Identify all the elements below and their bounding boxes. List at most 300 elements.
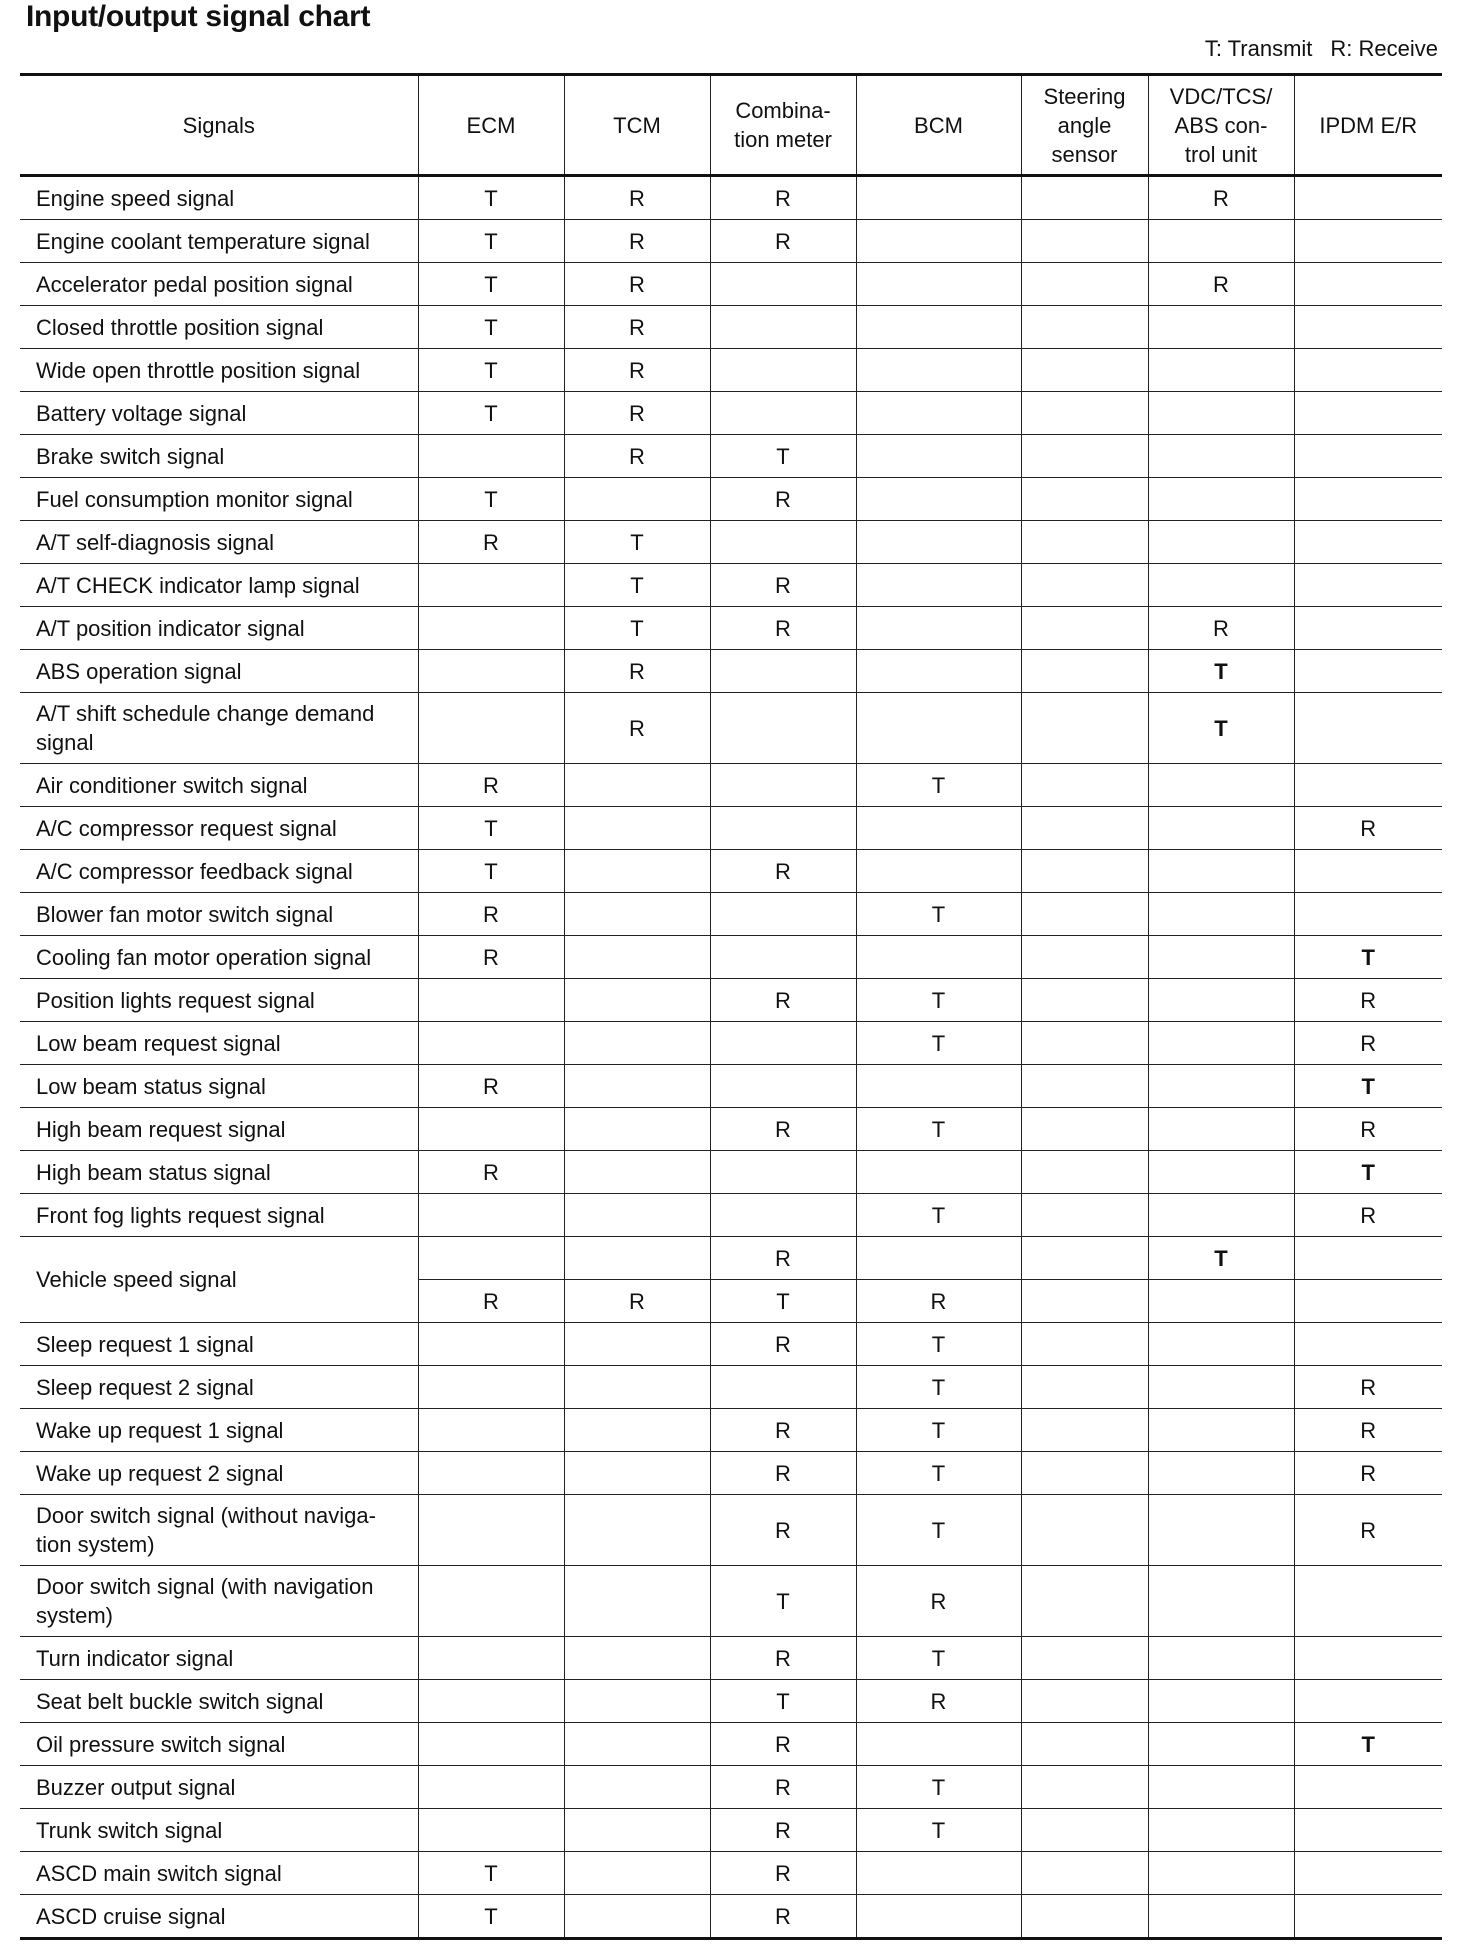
- table-row: [20, 1022, 1442, 1065]
- signal-cell: T: [418, 478, 564, 521]
- signal-cell: [1148, 220, 1294, 263]
- signal-cell: [856, 607, 1021, 650]
- signal-cell: [710, 893, 856, 936]
- signal-cell: R: [418, 1065, 564, 1108]
- signal-name: A/T CHECK indicator lamp signal: [20, 564, 418, 607]
- signal-cell: [1021, 1194, 1148, 1237]
- signal-cell: [856, 1852, 1021, 1895]
- signal-cell: [564, 979, 710, 1022]
- signal-cell: [418, 1495, 564, 1566]
- signal-name: Wake up request 1 signal: [20, 1409, 418, 1452]
- signal-cell: [564, 1766, 710, 1809]
- signal-cell: T: [1294, 1065, 1442, 1108]
- signal-cell: [1021, 1280, 1148, 1323]
- column-header-2: TCM: [564, 75, 710, 176]
- signal-cell: [1294, 435, 1442, 478]
- signal-cell: [1148, 850, 1294, 893]
- signal-cell: [564, 1237, 710, 1280]
- signal-cell: R: [418, 764, 564, 807]
- signal-cell: [564, 1637, 710, 1680]
- signal-cell: [1021, 1108, 1148, 1151]
- signal-cell: R: [710, 607, 856, 650]
- signal-cell: [1148, 435, 1294, 478]
- signal-cell: T: [564, 521, 710, 564]
- signal-cell: [1021, 1637, 1148, 1680]
- signal-cell: R: [1294, 1108, 1442, 1151]
- signal-cell: [856, 693, 1021, 764]
- table-row: [20, 1065, 1442, 1108]
- signal-chart-table: [20, 73, 1442, 1940]
- table-row: [20, 979, 1442, 1022]
- table-row: [20, 807, 1442, 850]
- signal-cell: [1021, 979, 1148, 1022]
- signal-cell: [1148, 936, 1294, 979]
- table-row: [20, 893, 1442, 936]
- signal-cell: [1148, 893, 1294, 936]
- signal-cell: T: [710, 1680, 856, 1723]
- signal-cell: T: [856, 1022, 1021, 1065]
- signal-cell: [710, 306, 856, 349]
- signal-cell: T: [564, 564, 710, 607]
- column-header-4: BCM: [856, 75, 1021, 176]
- signal-cell: T: [856, 764, 1021, 807]
- signal-cell: [710, 1151, 856, 1194]
- signal-cell: [418, 1366, 564, 1409]
- signal-cell: R: [710, 1895, 856, 1939]
- legend: [1205, 36, 1438, 62]
- signal-cell: [1148, 349, 1294, 392]
- signal-cell: [1148, 1194, 1294, 1237]
- signal-cell: [1148, 306, 1294, 349]
- signal-cell: [1294, 693, 1442, 764]
- signal-name: Turn indicator signal: [20, 1637, 418, 1680]
- signal-cell: [710, 1022, 856, 1065]
- table-row: [20, 176, 1442, 220]
- table-row: [20, 263, 1442, 306]
- table-row: [20, 693, 1442, 764]
- signal-cell: [564, 764, 710, 807]
- table-row: [20, 1680, 1442, 1723]
- signal-cell: [1148, 1065, 1294, 1108]
- signal-cell: [856, 1065, 1021, 1108]
- signal-name: A/T position indicator signal: [20, 607, 418, 650]
- signal-cell: [710, 349, 856, 392]
- signal-cell: [710, 263, 856, 306]
- signal-cell: [1148, 1151, 1294, 1194]
- signal-cell: T: [564, 607, 710, 650]
- signal-cell: [710, 1065, 856, 1108]
- signal-cell: [1021, 1495, 1148, 1566]
- signal-cell: [1294, 1280, 1442, 1323]
- signal-cell: [710, 1366, 856, 1409]
- table-row: [20, 1637, 1442, 1680]
- signal-cell: R: [564, 650, 710, 693]
- signal-cell: [856, 521, 1021, 564]
- signal-cell: [1021, 521, 1148, 564]
- signal-cell: [1294, 478, 1442, 521]
- table-row: [20, 435, 1442, 478]
- signal-cell: [1148, 1809, 1294, 1852]
- signal-cell: [564, 936, 710, 979]
- table-row: [20, 220, 1442, 263]
- signal-cell: [856, 435, 1021, 478]
- signal-cell: R: [710, 220, 856, 263]
- signal-cell: R: [710, 1723, 856, 1766]
- signal-cell: R: [564, 220, 710, 263]
- signal-name: High beam status signal: [20, 1151, 418, 1194]
- signal-cell: [1294, 1766, 1442, 1809]
- signal-name: Air conditioner switch signal: [20, 764, 418, 807]
- signal-cell: [1021, 850, 1148, 893]
- legend-transmit: T: Transmit: [1204, 36, 1313, 61]
- signal-cell: [1294, 1852, 1442, 1895]
- signal-cell: [710, 521, 856, 564]
- table-row: [20, 1766, 1442, 1809]
- signal-cell: R: [710, 1809, 856, 1852]
- signal-cell: [1294, 650, 1442, 693]
- signal-cell: [418, 564, 564, 607]
- signal-cell: R: [1294, 1452, 1442, 1495]
- signal-cell: [418, 1637, 564, 1680]
- signal-cell: [710, 936, 856, 979]
- signal-cell: R: [1294, 807, 1442, 850]
- signal-cell: [1294, 263, 1442, 306]
- signal-cell: [1021, 807, 1148, 850]
- signal-cell: [1021, 1566, 1148, 1637]
- signal-cell: [564, 1452, 710, 1495]
- signal-cell: R: [1148, 176, 1294, 220]
- signal-cell: [1148, 1280, 1294, 1323]
- signal-cell: [1021, 1409, 1148, 1452]
- signal-cell: [1294, 392, 1442, 435]
- signal-cell: [564, 893, 710, 936]
- table-row: [20, 306, 1442, 349]
- signal-cell: R: [710, 1237, 856, 1280]
- signal-cell: R: [564, 306, 710, 349]
- table-row: [20, 1323, 1442, 1366]
- signal-cell: T: [856, 1809, 1021, 1852]
- column-header-signals: Signals: [20, 75, 418, 176]
- table-row: [20, 349, 1442, 392]
- signal-cell: T: [418, 850, 564, 893]
- signal-name: Position lights request signal: [20, 979, 418, 1022]
- signal-cell: R: [564, 349, 710, 392]
- signal-cell: [1148, 1108, 1294, 1151]
- signal-cell: [564, 1108, 710, 1151]
- table-row: [20, 564, 1442, 607]
- table-body: [20, 176, 1442, 1939]
- signal-cell: [418, 1323, 564, 1366]
- signal-cell: R: [856, 1280, 1021, 1323]
- signal-cell: [1021, 306, 1148, 349]
- signal-cell: T: [856, 1637, 1021, 1680]
- signal-cell: T: [418, 349, 564, 392]
- signal-cell: R: [710, 850, 856, 893]
- signal-cell: T: [856, 1409, 1021, 1452]
- signal-cell: [1021, 607, 1148, 650]
- signal-cell: [1021, 1680, 1148, 1723]
- column-header-1: ECM: [418, 75, 564, 176]
- signal-cell: [418, 435, 564, 478]
- signal-cell: [1148, 1895, 1294, 1939]
- signal-name: Front fog lights request signal: [20, 1194, 418, 1237]
- signal-cell: [1021, 1809, 1148, 1852]
- signal-cell: T: [710, 435, 856, 478]
- signal-name: Blower fan motor switch signal: [20, 893, 418, 936]
- signal-cell: [1021, 650, 1148, 693]
- signal-cell: [710, 764, 856, 807]
- signal-cell: [1021, 176, 1148, 220]
- signal-cell: [1021, 1366, 1148, 1409]
- signal-cell: [1148, 478, 1294, 521]
- column-header-5: Steering angle sensor: [1021, 75, 1148, 176]
- signal-cell: [564, 1495, 710, 1566]
- signal-cell: [564, 478, 710, 521]
- signal-cell: [1021, 435, 1148, 478]
- page-title: Input/output signal chart: [26, 0, 371, 33]
- table-row: [20, 1151, 1442, 1194]
- legend-receive: R: Receive: [1330, 36, 1438, 61]
- signal-cell: R: [564, 176, 710, 220]
- signal-cell: T: [418, 1895, 564, 1939]
- signal-cell: [1294, 764, 1442, 807]
- signal-cell: [1021, 1452, 1148, 1495]
- table-row: [20, 1723, 1442, 1766]
- signal-cell: [856, 263, 1021, 306]
- signal-cell: [856, 936, 1021, 979]
- signal-cell: [564, 1065, 710, 1108]
- signal-cell: R: [710, 1409, 856, 1452]
- signal-cell: [1021, 693, 1148, 764]
- signal-cell: [1148, 1852, 1294, 1895]
- signal-cell: T: [1294, 1723, 1442, 1766]
- signal-cell: [1021, 1895, 1148, 1939]
- table-row: [20, 1495, 1442, 1566]
- signal-cell: [564, 1809, 710, 1852]
- signal-name: ASCD cruise signal: [36, 1903, 226, 1929]
- signal-cell: T: [1148, 650, 1294, 693]
- signal-name: Sleep request 2 signal: [20, 1366, 418, 1409]
- signal-name: Fuel consumption monitor signal: [20, 478, 418, 521]
- table-row: [20, 1366, 1442, 1409]
- signal-cell: [1021, 1766, 1148, 1809]
- table-row: [20, 1452, 1442, 1495]
- signal-cell: T: [856, 1366, 1021, 1409]
- signal-name: Door switch signal (without naviga-tion system): [20, 1495, 418, 1566]
- signal-cell: T: [710, 1566, 856, 1637]
- signal-cell: [418, 1809, 564, 1852]
- signal-cell: R: [710, 564, 856, 607]
- signal-name: Cooling fan motor operation signal: [20, 936, 418, 979]
- table-row: [20, 521, 1442, 564]
- signal-cell: [1021, 1237, 1148, 1280]
- signal-cell: [1021, 764, 1148, 807]
- signal-cell: [856, 176, 1021, 220]
- table-row: [20, 392, 1442, 435]
- table-row: [20, 1237, 1442, 1280]
- signal-cell: T: [418, 392, 564, 435]
- signal-cell: T: [856, 979, 1021, 1022]
- signal-cell: R: [1148, 263, 1294, 306]
- signal-cell: T: [1294, 1151, 1442, 1194]
- signal-cell: [564, 1323, 710, 1366]
- table-row: [20, 650, 1442, 693]
- signal-cell: [1294, 1323, 1442, 1366]
- signal-cell: [1148, 1637, 1294, 1680]
- signal-cell: [564, 1566, 710, 1637]
- table-row: [20, 1809, 1442, 1852]
- table-row: [20, 1852, 1442, 1895]
- signal-cell: R: [710, 979, 856, 1022]
- signal-cell: [1148, 807, 1294, 850]
- table-row: [20, 1409, 1442, 1452]
- table-row: [20, 764, 1442, 807]
- signal-cell: T: [710, 1280, 856, 1323]
- signal-name: A/T shift schedule change demand signal: [20, 693, 418, 764]
- signal-cell: [1294, 893, 1442, 936]
- signal-cell: [1021, 1022, 1148, 1065]
- signal-cell: R: [710, 1495, 856, 1566]
- signal-cell: R: [856, 1566, 1021, 1637]
- signal-cell: R: [1294, 1194, 1442, 1237]
- signal-cell: [710, 650, 856, 693]
- signal-cell: T: [418, 263, 564, 306]
- signal-cell: [1294, 850, 1442, 893]
- signal-cell: [418, 1108, 564, 1151]
- signal-name: ABS operation signal: [20, 650, 418, 693]
- signal-cell: [418, 1237, 564, 1280]
- signal-cell: [1294, 1566, 1442, 1637]
- signal-cell: [1148, 1409, 1294, 1452]
- signal-cell: [1294, 1237, 1442, 1280]
- signal-cell: [1021, 1065, 1148, 1108]
- signal-name: Brake switch signal: [20, 435, 418, 478]
- signal-name: ASCD main switch signal: [20, 1852, 418, 1895]
- signal-cell: [856, 1723, 1021, 1766]
- signal-cell: [564, 1409, 710, 1452]
- signal-cell: T: [418, 1852, 564, 1895]
- signal-name: Wide open throttle position signal: [20, 349, 418, 392]
- signal-cell: R: [1294, 1366, 1442, 1409]
- signal-cell: [1148, 564, 1294, 607]
- signal-cell: [856, 220, 1021, 263]
- signal-cell: [418, 1194, 564, 1237]
- signal-cell: R: [710, 1637, 856, 1680]
- signal-cell: R: [564, 263, 710, 306]
- signal-cell: R: [1294, 979, 1442, 1022]
- signal-cell: [1148, 1723, 1294, 1766]
- signal-cell: T: [856, 1323, 1021, 1366]
- signal-cell: [418, 1680, 564, 1723]
- column-header-3: Combina- tion meter: [710, 75, 856, 176]
- signal-cell: T: [856, 1766, 1021, 1809]
- signal-cell: T: [856, 1495, 1021, 1566]
- signal-cell: T: [856, 893, 1021, 936]
- signal-cell: [1294, 349, 1442, 392]
- signal-cell: R: [1294, 1495, 1442, 1566]
- signal-name: Engine speed signal: [20, 176, 418, 220]
- signal-cell: R: [856, 1680, 1021, 1723]
- signal-cell: R: [418, 893, 564, 936]
- signal-cell: [1021, 1852, 1148, 1895]
- signal-cell: [856, 349, 1021, 392]
- table-row: [20, 607, 1442, 650]
- table-header-row: [20, 75, 1442, 176]
- signal-cell: [564, 1680, 710, 1723]
- signal-cell: [1021, 220, 1148, 263]
- signal-cell: T: [418, 306, 564, 349]
- signal-cell: T: [1294, 936, 1442, 979]
- signal-cell: [1148, 1766, 1294, 1809]
- signal-cell: [564, 1366, 710, 1409]
- signal-name: Door switch signal (with navigation system): [20, 1566, 418, 1637]
- signal-cell: T: [418, 176, 564, 220]
- signal-name: Low beam status signal: [20, 1065, 418, 1108]
- signal-cell: [564, 1194, 710, 1237]
- signal-cell: [856, 1151, 1021, 1194]
- signal-cell: [856, 850, 1021, 893]
- signal-cell: [418, 693, 564, 764]
- signal-cell: T: [1148, 1237, 1294, 1280]
- signal-cell: [1021, 1151, 1148, 1194]
- signal-cell: [856, 1895, 1021, 1939]
- signal-cell: R: [710, 1108, 856, 1151]
- signal-name: A/C compressor request signal: [20, 807, 418, 850]
- signal-cell: [856, 478, 1021, 521]
- signal-cell: [1021, 936, 1148, 979]
- table-row: [20, 1566, 1442, 1637]
- signal-cell: [1021, 478, 1148, 521]
- signal-cell: [1021, 263, 1148, 306]
- signal-name: Accelerator pedal position signal: [20, 263, 418, 306]
- column-header-6: VDC/TCS/ ABS con- trol unit: [1148, 75, 1294, 176]
- signal-cell: R: [418, 936, 564, 979]
- signal-name: Oil pressure switch signal: [20, 1723, 418, 1766]
- signal-cell: R: [710, 1852, 856, 1895]
- signal-cell: [1294, 564, 1442, 607]
- signal-cell: R: [710, 1766, 856, 1809]
- signal-cell: [710, 1194, 856, 1237]
- signal-cell: R: [564, 392, 710, 435]
- signal-cell: R: [710, 176, 856, 220]
- signal-cell: [1148, 1680, 1294, 1723]
- signal-cell: R: [418, 1280, 564, 1323]
- signal-cell: [1021, 349, 1148, 392]
- signal-cell: R: [710, 478, 856, 521]
- signal-cell: [1148, 1495, 1294, 1566]
- signal-cell: [1294, 1637, 1442, 1680]
- signal-cell: [564, 1852, 710, 1895]
- signal-name: Wake up request 2 signal: [20, 1452, 418, 1495]
- signal-cell: [1148, 1366, 1294, 1409]
- signal-cell: R: [418, 1151, 564, 1194]
- signal-cell: [418, 1766, 564, 1809]
- signal-name: A/T self-diagnosis signal: [20, 521, 418, 564]
- signal-cell: [710, 693, 856, 764]
- signal-cell: R: [564, 435, 710, 478]
- signal-cell: [1294, 1809, 1442, 1852]
- signal-cell: [856, 564, 1021, 607]
- signal-cell: [564, 1895, 710, 1939]
- signal-cell: R: [710, 1323, 856, 1366]
- signal-cell: [710, 392, 856, 435]
- signal-name: Closed throttle position signal: [20, 306, 418, 349]
- signal-name: A/C compressor feedback signal: [20, 850, 418, 893]
- signal-cell: [1148, 1566, 1294, 1637]
- signal-cell: [1021, 564, 1148, 607]
- signal-cell: [856, 1237, 1021, 1280]
- signal-cell: [1148, 1022, 1294, 1065]
